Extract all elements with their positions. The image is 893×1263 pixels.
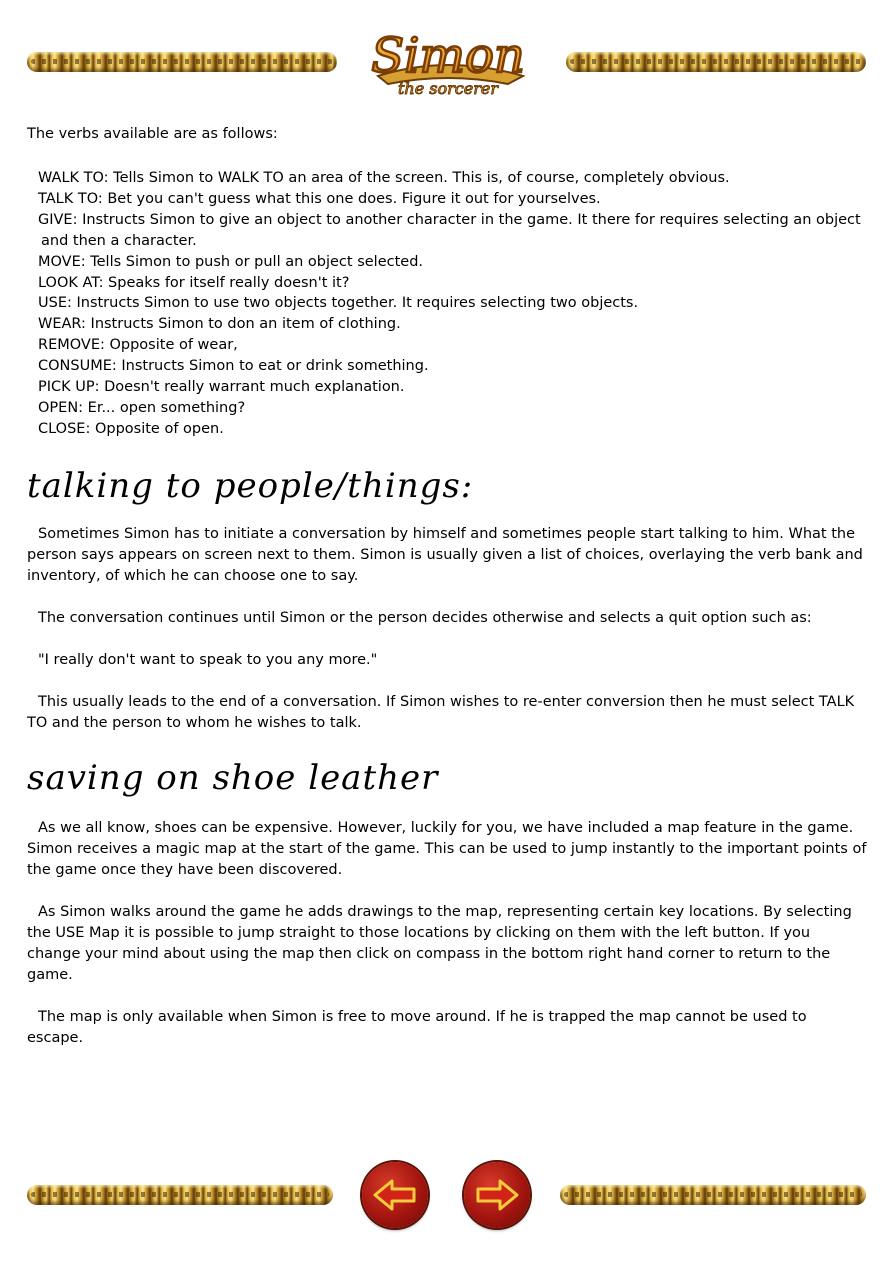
section-heading-talking: talking to people/things: xyxy=(27,466,474,506)
arrow-right-icon xyxy=(474,1178,520,1212)
verb-pick-up: PICK UP: Doesn't really warrant much explanation. xyxy=(38,379,405,396)
saving-paragraph-3: The map is only available when Simon is free to move around. If he is trapped the map cannot be used to escape. xyxy=(27,1009,807,1046)
next-page-button[interactable] xyxy=(464,1162,530,1228)
footer-border-right xyxy=(560,1185,866,1205)
logo-title: Simon xyxy=(371,28,525,84)
intro-text: The verbs available are as follows: xyxy=(27,126,278,142)
verb-wear: WEAR: Instructs Simon to don an item of clothing. xyxy=(38,316,401,333)
verb-list xyxy=(38,168,868,440)
verb-give-continued: and then a character. xyxy=(41,232,197,249)
simon-the-sorcerer-logo xyxy=(348,24,548,100)
verb-look-at: LOOK AT: Speaks for itself really doesn't it? xyxy=(38,274,350,291)
saving-paragraph-2: As Simon walks around the game he adds drawings to the map, representing certain key locations. By selecting the USE Map it is possible to jump straight to those locations by clicking on them with the left button. If you change your mind about using the map then click on compass in the bottom right hand corner to return to the game. xyxy=(27,904,852,983)
previous-page-button[interactable] xyxy=(362,1162,428,1228)
verb-give: GIVE: Instructs Simon to give an object to another character in the game. It there for requires selecting an object xyxy=(38,211,861,228)
talking-paragraph-4: This usually leads to the end of a conversation. If Simon wishes to re-enter conversion then he must select TALK TO and the person to whom he wishes to talk. xyxy=(27,694,855,731)
header-border-left xyxy=(27,52,337,72)
verb-remove: REMOVE: Opposite of wear, xyxy=(38,337,238,354)
verb-use: USE: Instructs Simon to use two objects together. It requires selecting two objects. xyxy=(38,295,639,312)
talking-quote: "I really don't want to speak to you any more." xyxy=(38,652,378,668)
footer-border-left xyxy=(27,1185,333,1205)
verb-close: CLOSE: Opposite of open. xyxy=(38,420,224,437)
verb-move: MOVE: Tells Simon to push or pull an object selected. xyxy=(38,253,424,270)
logo-subtitle: the sorcerer xyxy=(398,79,498,98)
talking-paragraph-1: Sometimes Simon has to initiate a conversation by himself and sometimes people start talking to him. What the person says appears on screen next to them. Simon is usually given a list of choices, overlaying the verb bank and inventory, of which he can choose one to say. xyxy=(27,526,863,584)
verb-walk-to: WALK TO: Tells Simon to WALK TO an area of the screen. This is, of course, completely obvious. xyxy=(38,170,730,186)
header-border-right xyxy=(566,52,866,72)
verb-consume: CONSUME: Instructs Simon to eat or drink something. xyxy=(38,358,429,375)
section-heading-saving: saving on shoe leather xyxy=(27,758,439,798)
verb-talk-to: TALK TO: Bet you can't guess what this one does. Figure it out for yourselves. xyxy=(38,190,601,207)
saving-paragraph-1: As we all know, shoes can be expensive. However, luckily for you, we have included a map feature in the game. Simon receives a magic map at the start of the game. This can be used to jump instantly to the important points of the game once they have been discovered. xyxy=(27,820,867,878)
talking-paragraph-2: The conversation continues until Simon or the person decides otherwise and selects a quit option such as: xyxy=(38,610,812,626)
arrow-left-icon xyxy=(372,1178,418,1212)
verb-open: OPEN: Er... open something? xyxy=(38,399,246,416)
